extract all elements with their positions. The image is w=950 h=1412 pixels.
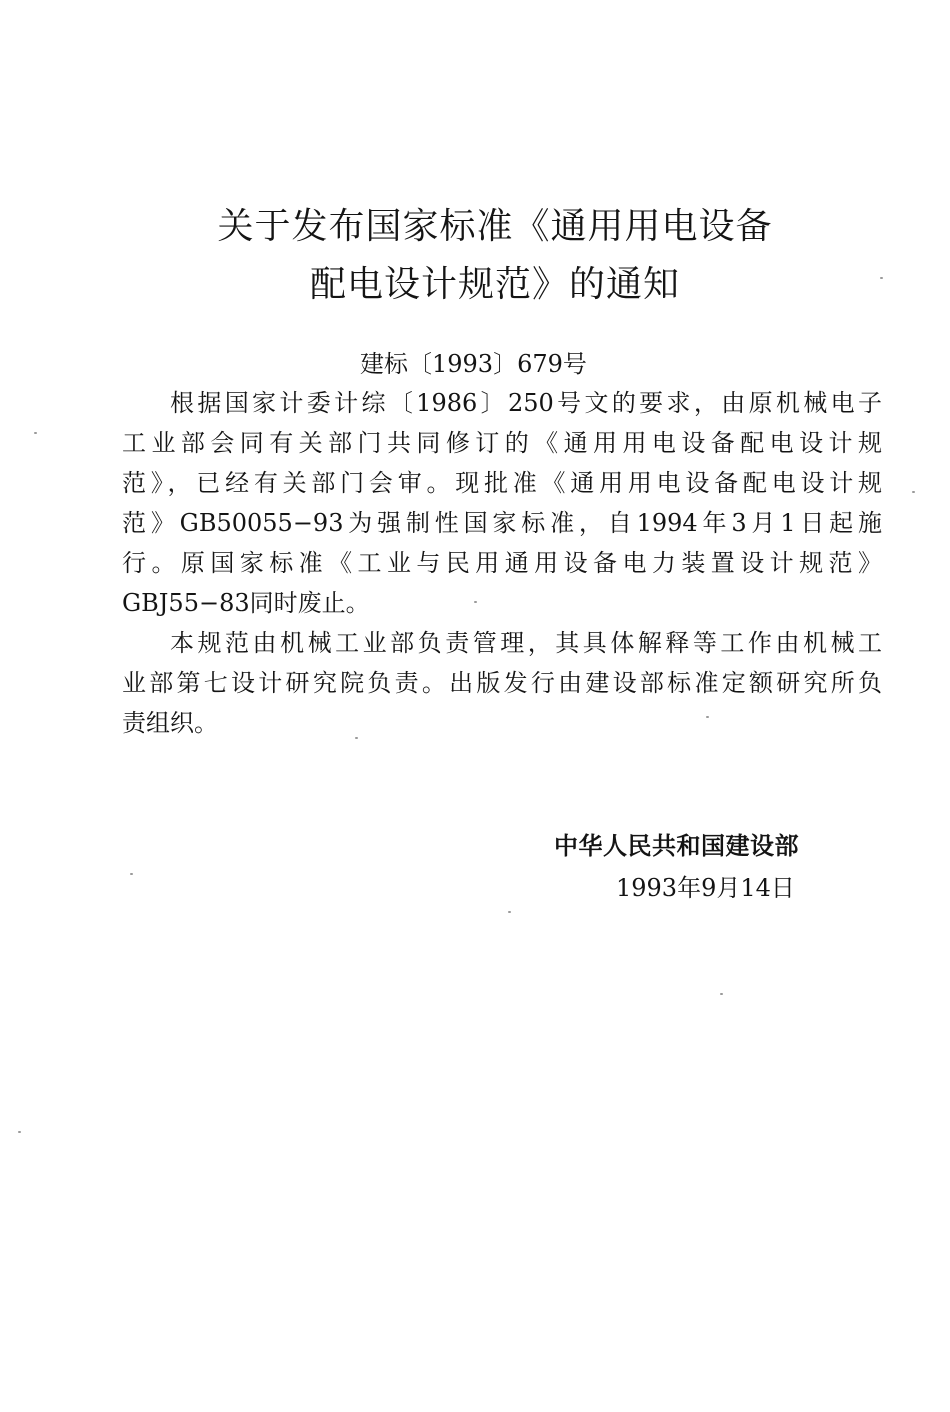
scan-speck bbox=[355, 737, 358, 739]
paragraph-1-line: 根据国家计委计综〔1986〕250号文的要求，由原机械电子 bbox=[170, 389, 882, 417]
paragraph-1-line: 范》，已经有关部门会审。现批准《通用用电设备配电设计规 bbox=[122, 469, 882, 497]
scan-speck bbox=[474, 601, 477, 603]
paragraph-1-line: 范》GB50055−93为强制性国家标准，自1994年3月1日起施 bbox=[122, 509, 882, 537]
paragraph-1-line: GBJ55−83同时废止。 bbox=[122, 589, 370, 617]
paragraph-2-line: 本规范由机械工业部负责管理，其具体解释等工作由机械工 bbox=[170, 629, 882, 657]
paragraph-2-line: 责组织。 bbox=[122, 709, 218, 737]
notice-title-line-2: 配电设计规范》的通知 bbox=[309, 264, 680, 305]
issuing-authority: 中华人民共和国建设部 bbox=[554, 832, 799, 860]
scan-speck bbox=[720, 993, 723, 995]
notice-title-line-1: 关于发布国家标准《通用用电设备 bbox=[217, 206, 773, 247]
scan-speck bbox=[130, 873, 133, 875]
paragraph-1 bbox=[122, 383, 882, 623]
issue-date: 1993年9月14日 bbox=[616, 874, 795, 902]
scan-speck bbox=[18, 1131, 21, 1133]
scan-speck bbox=[880, 277, 883, 279]
document-number: 建标〔1993〕679号 bbox=[360, 350, 587, 378]
scan-speck bbox=[912, 491, 915, 493]
paragraph-2-line: 业部第七设计研究院负责。出版发行由建设部标准定额研究所负 bbox=[122, 669, 882, 697]
paragraph-1-line: 行。原国家标准《工业与民用通用设备电力装置设计规范》 bbox=[122, 549, 882, 577]
paragraph-2 bbox=[122, 623, 882, 743]
scan-speck bbox=[706, 716, 709, 718]
scan-speck bbox=[508, 911, 511, 913]
paragraph-1-line: 工业部会同有关部门共同修订的《通用用电设备配电设计规 bbox=[122, 429, 882, 457]
scan-speck bbox=[34, 432, 37, 434]
